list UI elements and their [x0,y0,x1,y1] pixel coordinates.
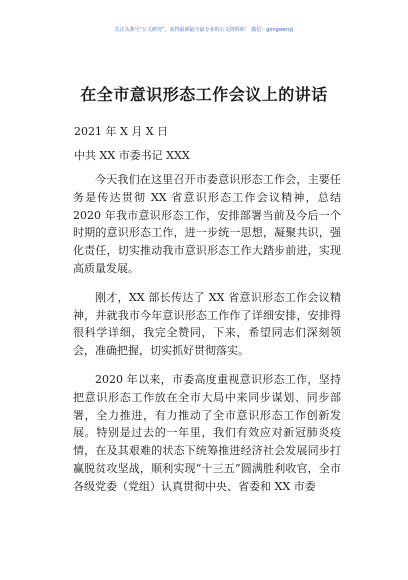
paragraph: 2020 年以来，市委高度重视意识形态工作，坚持把意识形态工作放在全市大局中来同步谋划、同步部署，全力推进，有力推动了全市意识形态工作创新发展。特别是过去的一年里，我们有效应对新冠肺炎疫情，在及其艰难的状态下统筹推进经济社会发展同步打赢脱贫攻坚战，顺利实现“十三五”圆满胜利收官，全市各级党委（党组）认真贯彻中央、省委和 XX 市委 [73,372,341,493]
paragraph: 刚才，XX 部长传达了 XX 省意识形态工作会议精神，并就我市今年意识形态工作作了详细安排，安排得很科学详细，我完全赞同，下来，希望同志们深刻领会，准确把握，切实抓好贯彻落实。 [73,290,341,358]
speech-body [73,171,341,507]
paragraph: 今天我们在这里召开市委意识形态工作会，主要任务是传达贯彻 XX 省意识形态工作会议精神，总结 2020 年我市意识形态工作，安排部署当前及今后一个时期的意识形态工作，进一步统一思想，凝聚共识，强化责任，切实推动我市意识形态工作大踏步前进，实现高质量发展。 [73,173,341,275]
header-note: 关注头条号“公文研究”，获得最新最全最专业的公文资料库！ 微信：gongwenyj [114,27,294,33]
speech-date: 2021 年 X 月 X 日 [74,125,169,138]
speaker-line: 中共 XX 市委书记 XXX [74,149,190,162]
document-title: 在全市意识形态工作会议上的讲话 [80,85,328,104]
